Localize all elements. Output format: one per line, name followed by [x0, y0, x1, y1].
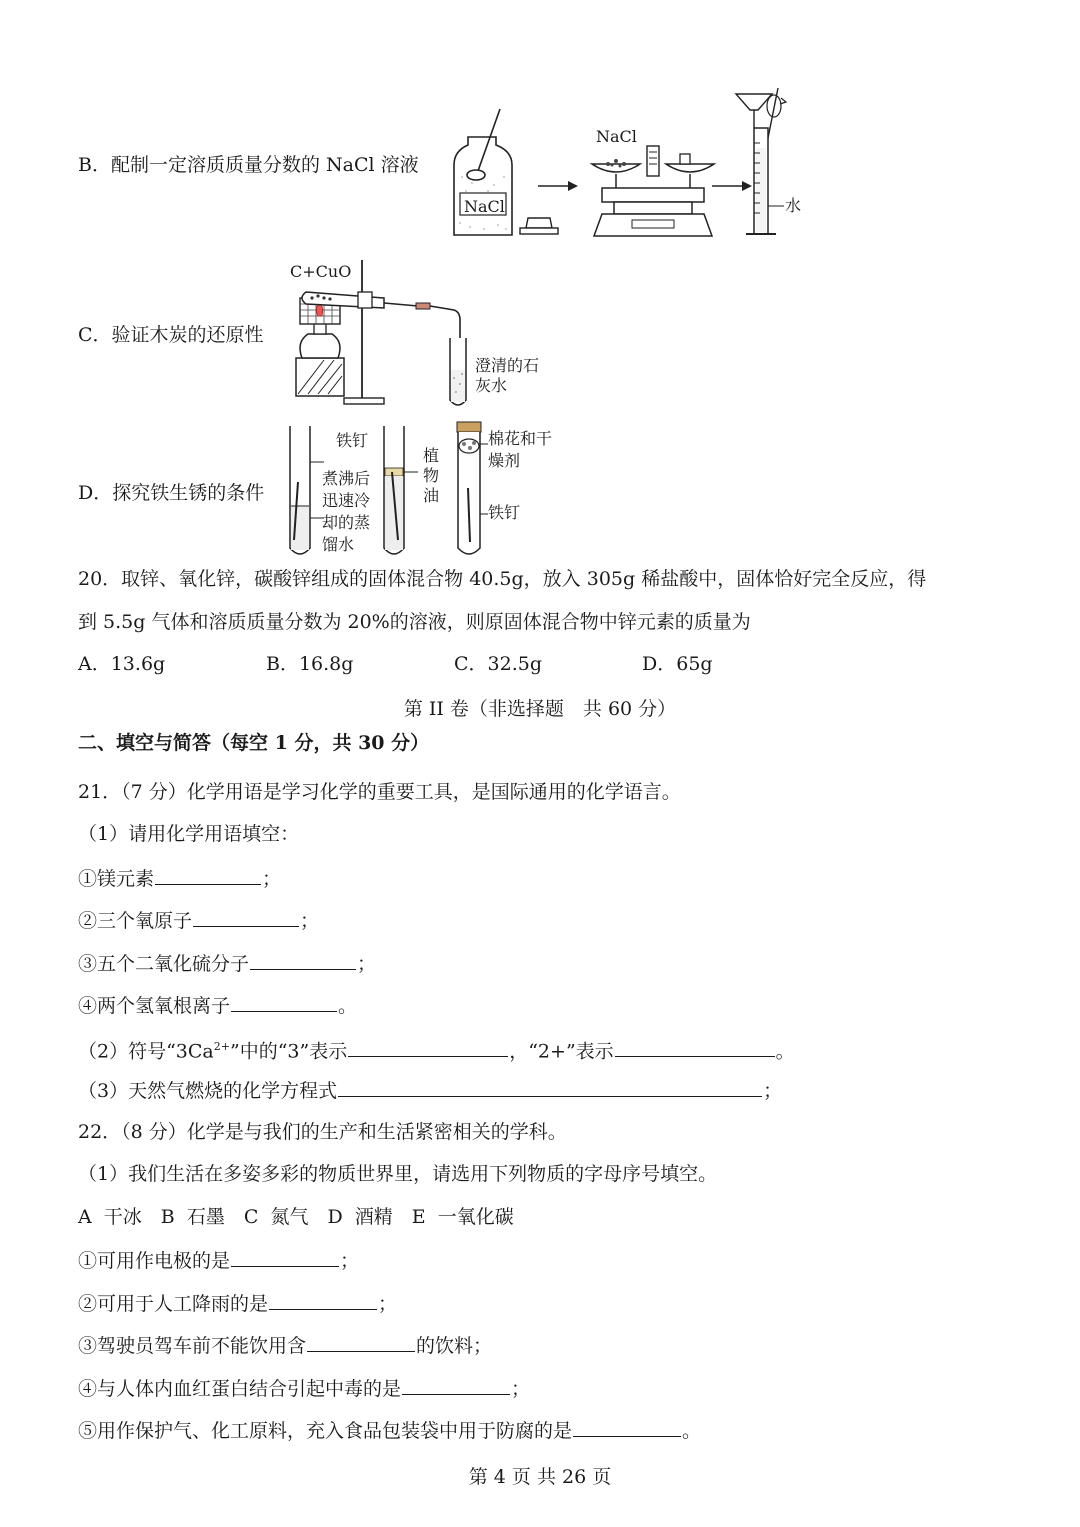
- balance-label: NaCl: [596, 127, 637, 146]
- answer-blank[interactable]: [402, 1374, 510, 1395]
- q22-item-2: ②可用于人工降雨的是 ；: [78, 1289, 397, 1317]
- q21-sub2: （2）符号“$3Ca^{2+}$”中的“3”表示 ，“2+”表示 。: [78, 1034, 795, 1064]
- q21-item-3: ③五个二氧化硫分子 ；: [78, 949, 376, 977]
- answer-blank[interactable]: [231, 991, 337, 1012]
- q21-stem: 21．（7 分）化学用语是学习化学的重要工具，是国际通用的化学语言。: [78, 781, 681, 803]
- q22-sub1: （1）我们生活在多姿多彩的物质世界里，请选用下列物质的字母序号填空。: [78, 1163, 718, 1185]
- answer-blank[interactable]: [269, 1289, 377, 1310]
- bottle-label: NaCl: [464, 197, 505, 216]
- answer-blank[interactable]: [307, 1331, 415, 1352]
- option-c-label: C．验证木炭的还原性: [78, 324, 264, 346]
- cotton-desiccant-label: 棉花和干燥剂: [488, 429, 553, 470]
- q21-item-2: ②三个氧原子 ；: [78, 906, 319, 934]
- q22-choices: A 干冰 B 石墨 C 氮气 D 酒精 E 一氧化碳: [78, 1206, 514, 1228]
- option-d-label: D．探究铁生锈的条件: [78, 482, 265, 504]
- page-footer: 第 4 页 共 26 页: [468, 1466, 612, 1488]
- answer-blank[interactable]: [250, 949, 356, 970]
- answer-blank[interactable]: [155, 864, 261, 885]
- q21-item-1: ①镁元素 ；: [78, 864, 281, 892]
- answer-blank[interactable]: [573, 1416, 681, 1437]
- q21-item-4: ④两个氢氧根离子 。: [78, 991, 357, 1019]
- bottle-stopper: [518, 214, 560, 238]
- q20-line2: 到 5.5g 气体和溶质质量分数为 20%的溶液，则原固体混合物中锌元素的质量为: [78, 611, 751, 633]
- answer-blank[interactable]: [193, 906, 299, 927]
- balance-diagram: [588, 140, 718, 240]
- part2-title: 第 II 卷（非选择题 共 60 分）: [403, 698, 677, 720]
- oil-label: 植物油: [422, 446, 439, 505]
- water-label: 水: [785, 196, 802, 215]
- q20-option-a: A．13.6g: [78, 653, 166, 675]
- q22-item-1: ①可用作电极的是 ；: [78, 1246, 359, 1274]
- section2-title: 二、填空与简答（每空 1 分，共 30 分）: [78, 732, 430, 754]
- reagent-bottle-diagram: [448, 105, 518, 240]
- answer-blank[interactable]: [615, 1036, 775, 1057]
- nail-label-2: 铁钉: [488, 503, 521, 522]
- q22-item-5: ⑤用作保护气、化工原料，充入食品包装袋中用于防腐的是 。: [78, 1416, 701, 1444]
- q21-sub1: （1）请用化学用语填空：: [78, 823, 300, 845]
- answer-blank[interactable]: [231, 1246, 339, 1267]
- limewater-label: 澄清的石灰水: [475, 356, 540, 395]
- rust-experiment-diagram: [284, 422, 514, 562]
- q21-sub3: （3）天然气燃烧的化学方程式 ；: [78, 1076, 782, 1104]
- q20-option-d: D．65g: [642, 653, 713, 675]
- answer-blank[interactable]: [348, 1036, 508, 1057]
- reagent-label: C+CuO: [290, 262, 352, 281]
- q22-stem: 22．（8 分）化学是与我们的生产和生活紧密相关的学科。: [78, 1121, 567, 1143]
- q22-item-3: ③驾驶员驾车前不能饮用含 的饮料；: [78, 1331, 492, 1359]
- answer-blank[interactable]: [338, 1076, 762, 1097]
- distilled-water-label: 煮沸后迅速冷却的蒸馏水: [322, 469, 371, 554]
- arrow-1: [538, 180, 578, 192]
- q22-item-4: ④与人体内血红蛋白结合引起中毒的是 ；: [78, 1374, 530, 1402]
- q20-line1: 20．取锌、氧化锌，碳酸锌组成的固体混合物 40.5g，放入 305g 稀盐酸中，固体恰好完全反应，得: [78, 568, 927, 590]
- charcoal-reduction-apparatus: [288, 258, 478, 416]
- nail-label-1: 铁钉: [336, 431, 369, 450]
- q20-option-b: B．16.8g: [266, 653, 354, 675]
- q20-option-c: C．32.5g: [454, 653, 543, 675]
- option-b-label: B．配制一定溶质质量分数的 NaCl 溶液: [78, 154, 419, 176]
